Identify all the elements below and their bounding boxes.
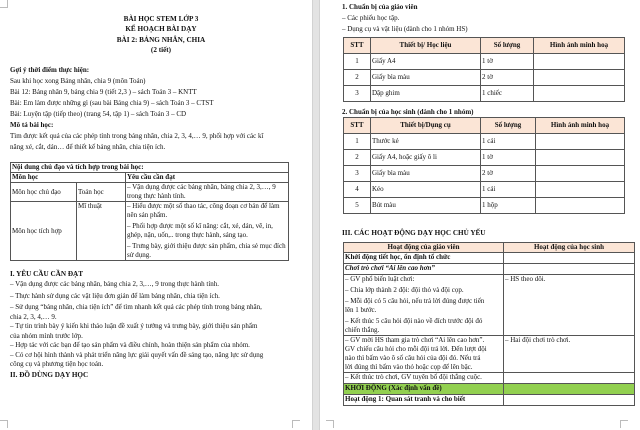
- teacher-activity: [344, 336, 504, 373]
- timing-line: Bài: Luyện tập (tiếp theo) (trang 54, tập 1) – sách Toán 3 – CD: [10, 110, 187, 119]
- activity-row: [344, 253, 635, 264]
- activity-line: GV chiếu câu hỏi cho mỗi đội trả lời. Đến lượt đội: [345, 345, 487, 353]
- teacher-activity: KHỞI ĐỘNG (Xác định vấn đề): [344, 384, 504, 395]
- cell-item: Giấy bìa màu: [371, 70, 481, 86]
- activity-row: [344, 395, 635, 406]
- teacher-equipment-table: [343, 37, 625, 102]
- requirement-line: – Có cơ hội hình thành và phát triển năng lực giải quyết vấn đề sáng tạo, năng lực sử dụng: [10, 350, 264, 359]
- cell-quantity: 1 cái: [481, 134, 536, 150]
- activity-row-highlight: [344, 384, 635, 395]
- activity-row: [344, 373, 635, 384]
- cell-stt: 3: [344, 86, 371, 102]
- cell-item: Thước kẻ: [371, 134, 481, 150]
- requirement-line: chia 2, 3, 4,… 9.: [10, 312, 57, 321]
- activity-line: lời đúng thì bấm vào thỏ hoặc cọp để lên bậc.: [345, 363, 473, 371]
- requirement-line: – Thực hành sử dụng các vật liệu đơn giản để làm bảng nhân, chia tiện ích.: [10, 292, 220, 301]
- requirement-item: – Phối hợp được một số kĩ năng: cắt, xé, dán, vẽ, in, ghép, nặn, uốn,.. trong thực hành, sáng tạo.: [127, 222, 273, 240]
- col-header-stt: STT: [344, 118, 371, 134]
- requirement-line: của nhóm mình trước lớp.: [10, 331, 83, 340]
- cell-stt: 2: [344, 150, 371, 166]
- cell-item: Kéo: [371, 182, 481, 198]
- cell-quantity: 1 tờ: [481, 150, 536, 166]
- page-corner-mark: [620, 420, 628, 428]
- cell-quantity: 1 chiếc: [481, 86, 534, 102]
- table-row: [344, 150, 625, 166]
- group-cell: Môn học tích hợp: [11, 202, 77, 261]
- cell-image: [536, 150, 625, 166]
- requirements-cell: – Vận dụng được các bảng nhân, bảng chia 2, 3,…, 9 trong thực hành tính.: [126, 183, 289, 202]
- document-page-2: [320, 0, 640, 430]
- student-prep-heading: 2. Chuẩn bị của học sinh (dành cho 1 nhóm): [342, 108, 474, 116]
- col-header-quantity: Số lượng: [481, 38, 534, 54]
- subject-cell: Toán học: [77, 183, 126, 202]
- cell-quantity: 1 tờ: [481, 54, 534, 70]
- activity-line: – GV mời HS tham gia trò chơi “Ai lên cao hơn”.: [345, 336, 485, 344]
- cell-image: [534, 86, 625, 102]
- teacher-activity: Chơi trò chơi “Ai lên cao hơn”: [344, 264, 504, 275]
- cell-item: Bút màu: [371, 198, 481, 214]
- cell-quantity: 1 hộp: [481, 198, 536, 214]
- cell-stt: 4: [344, 182, 371, 198]
- requirement-line: – Hợp tác với các bạn để tạo sản phẩm và điều chỉnh, hoàn thiện sản phẩm của nhóm.: [10, 341, 250, 350]
- integration-table: [10, 162, 289, 261]
- title-line: BÀI 2: BẢNG NHÂN, CHIA: [116, 35, 206, 44]
- cell-item: Giấy A4, hoặc giấy ô li: [371, 150, 481, 166]
- title-line: KẾ HOẠCH BÀI DẠY: [125, 25, 197, 34]
- header-requirements: Yêu cầu cần đạt: [126, 173, 289, 183]
- requirement-line: – Sử dụng “bảng nhân, chia tiện ích” để tìm nhanh kết quả các phép tính trong bảng nhân,: [10, 303, 262, 312]
- timing-heading: Gợi ý thời điểm thực hiện:: [10, 66, 90, 75]
- section-1-heading: I. YÊU CẦU CẦN ĐẠT: [10, 270, 84, 279]
- student-activity: [504, 373, 635, 384]
- teacher-prep-line: – Các phiếu học tập.: [342, 14, 400, 22]
- activities-table: [343, 242, 635, 406]
- page-corner-mark: [292, 420, 300, 428]
- requirement-item: – Hiểu được một số thao tác, công đoạn cơ bản để làm nên sản phẩm.: [127, 202, 280, 220]
- description-line: năng xé, cắt, dán… để thiết kế bảng nhân, chia tiện ích.: [10, 143, 166, 152]
- teacher-prep-heading: 1. Chuẩn bị của giáo viên: [342, 3, 418, 11]
- table-row: [344, 198, 625, 214]
- activity-line: nào thì bấm vào ô số câu hỏi của đội đó. Nếu trả: [345, 354, 481, 362]
- col-header-teacher: Hoạt động của giáo viên: [344, 243, 504, 253]
- activity-line: – GV phổ biến luật chơi:: [345, 275, 415, 283]
- page-corner-mark: [0, 420, 8, 428]
- cell-item: Dập ghim: [371, 86, 481, 102]
- student-activity: – HS theo dõi.: [504, 275, 635, 336]
- cell-image: [536, 134, 625, 150]
- student-activity: [504, 384, 635, 395]
- col-header-item: Thiết bị/ Học liệu: [371, 38, 481, 54]
- cell-item: Giấy A4: [371, 54, 481, 70]
- table-row: [344, 134, 625, 150]
- timing-line: Bài 12: Bảng nhân 9, bảng chia 9 (tiết 2,3 ) – sách Toán 3 – KNTT: [10, 88, 197, 97]
- cell-quantity: 1 cái: [481, 182, 536, 198]
- description-heading: Mô tả bài học:: [10, 121, 54, 130]
- activity-line: – Chia lớp thành 2 đội: đội thỏ và đội cọp.: [345, 286, 464, 294]
- cell-stt: 1: [344, 54, 371, 70]
- requirement-item: – Trưng bày, giới thiệu được sản phẩm, chia sẻ mục đích sử dụng.: [127, 242, 286, 260]
- table-row: [344, 182, 625, 198]
- col-header-image: Hình ảnh minh hoạ: [536, 118, 625, 134]
- cell-stt: 5: [344, 198, 371, 214]
- cell-image: [534, 70, 625, 86]
- cell-stt: 2: [344, 70, 371, 86]
- col-header-item: Thiết bị/Dụng cụ: [371, 118, 481, 134]
- cell-quantity: 2 tờ: [481, 166, 536, 182]
- group-cell: Môn học chủ đạo: [11, 183, 77, 202]
- requirements-section: [10, 269, 312, 380]
- subject-cell: Mĩ thuật: [77, 202, 126, 261]
- requirements-cell: [126, 202, 289, 261]
- table-row: [344, 70, 625, 86]
- activity-row: [344, 275, 635, 336]
- lesson-title-block: [10, 14, 312, 55]
- col-header-stt: STT: [344, 38, 371, 54]
- col-header-image: Hình ảnh minh hoạ: [534, 38, 625, 54]
- document-page-1: [0, 0, 312, 430]
- timing-line: Sau khi học xong Bảng nhân, chia 9 (môn Toán): [10, 77, 146, 86]
- cell-image: [536, 198, 625, 214]
- student-activity: [504, 253, 635, 264]
- teacher-activity: – Kết thúc trò chơi, GV tuyên bố đội thắng cuộc.: [344, 373, 504, 384]
- activity-line: chiến thắng.: [345, 326, 380, 334]
- activity-row: [344, 264, 635, 275]
- timing-line: Bài: Em làm được những gì (sau bài Bảng chia 9) – sách Toán 3 – CTST: [10, 99, 214, 108]
- integration-caption: Nội dung chủ đạo và tích hợp trong bài học:: [11, 163, 289, 173]
- cell-image: [536, 182, 625, 198]
- teacher-prep-line: – Dụng cụ và vật liệu (dành cho 1 nhóm HS): [342, 25, 468, 33]
- teacher-activity: Khởi động tiết học, ổn định tổ chức: [344, 253, 504, 264]
- teacher-activity: [344, 275, 504, 336]
- cell-quantity: 2 tờ: [481, 70, 534, 86]
- cell-image: [534, 54, 625, 70]
- requirement-line: công cụ và phương tiện học toán.: [10, 360, 104, 369]
- student-equipment-table: [343, 117, 625, 214]
- requirement-line: – Tự tin trình bày ý kiến khi thảo luận đề xuất ý tưởng và trưng bày, giới thiệu sản phẩm: [10, 322, 258, 331]
- timing-section: [10, 65, 312, 153]
- activity-line: lên 1 bước.: [345, 306, 377, 314]
- col-header-student: Hoạt động của học sinh: [504, 243, 635, 253]
- table-row: [344, 166, 625, 182]
- description-line: Tìm được kết quả của các phép tính trong bảng nhân, chia 2, 3, 4,… 9, phối hợp với các kĩ: [10, 132, 264, 141]
- page-gutter: [312, 0, 320, 430]
- col-header-quantity: Số lượng: [481, 118, 536, 134]
- teacher-prep-section: [342, 2, 640, 35]
- student-activity: [504, 395, 635, 406]
- section-3-heading: III. CÁC HOẠT ĐỘNG DẠY HỌC CHỦ YẾU: [342, 229, 486, 237]
- activity-row: [344, 336, 635, 373]
- page-corner-mark: [326, 420, 334, 428]
- section-2-heading: II. ĐỒ DÙNG DẠY HỌC: [10, 370, 89, 379]
- activity-line: – Mỗi đội có 5 câu hỏi, nếu trả lời đúng được tiến: [345, 297, 485, 305]
- title-line: BÀI HỌC STEM LỚP 3: [123, 15, 199, 23]
- header-subject: Môn học: [11, 173, 126, 183]
- cell-image: [536, 166, 625, 182]
- page-corner-mark: [0, 0, 8, 8]
- cell-item: Giấy bìa màu: [371, 166, 481, 182]
- table-row: [344, 86, 625, 102]
- table-row: [344, 54, 625, 70]
- student-activity: – Hai đội chơi trò chơi.: [504, 336, 635, 373]
- cell-stt: 1: [344, 134, 371, 150]
- title-line: (2 tiết): [150, 45, 172, 54]
- cell-stt: 3: [344, 166, 371, 182]
- activity-line: – Kết thúc 5 câu hỏi đội nào về đích trước đội đó: [345, 317, 483, 325]
- student-activity: [504, 264, 635, 275]
- teacher-activity: Hoạt động 1: Quan sát tranh và cho biết: [344, 395, 504, 406]
- requirement-line: – Vận dụng được các bảng nhân, bảng chia 2, 3,…, 9 trong thực hành tính.: [10, 280, 220, 289]
